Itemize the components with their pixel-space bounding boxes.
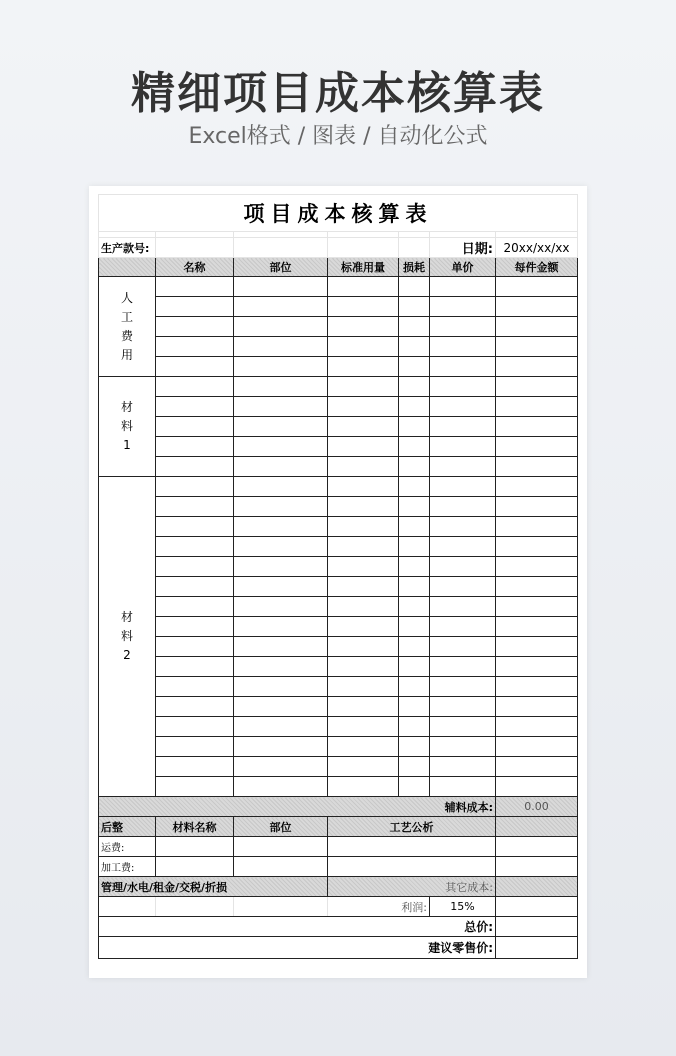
table-cell[interactable]: [234, 617, 328, 637]
table-cell[interactable]: [234, 277, 328, 297]
table-row: [99, 397, 578, 417]
aux-cost-row: [99, 797, 578, 817]
table-cell[interactable]: [328, 317, 399, 337]
table-row: [99, 317, 578, 337]
table-cell[interactable]: [156, 837, 234, 857]
table-cell[interactable]: [430, 497, 496, 517]
table-cell[interactable]: [399, 397, 430, 417]
table-cell[interactable]: [399, 437, 430, 457]
table-cell[interactable]: [156, 457, 234, 477]
table-cell[interactable]: [496, 637, 578, 657]
table-cell[interactable]: [156, 537, 234, 557]
table-cell[interactable]: [234, 597, 328, 617]
table-cell[interactable]: [328, 697, 399, 717]
table-cell[interactable]: [399, 417, 430, 437]
table-cell[interactable]: [496, 897, 578, 917]
table-cell[interactable]: [430, 317, 496, 337]
table-row: [99, 717, 578, 737]
table-cell[interactable]: [496, 857, 578, 877]
table-cell[interactable]: [156, 677, 234, 697]
retail-row: [99, 937, 578, 959]
table-cell[interactable]: [156, 717, 234, 737]
table-cell[interactable]: [234, 517, 328, 537]
table-cell[interactable]: [399, 517, 430, 537]
table-cell[interactable]: [430, 297, 496, 317]
table-cell[interactable]: [328, 657, 399, 677]
table-cell[interactable]: [399, 717, 430, 737]
table-cell[interactable]: [430, 637, 496, 657]
production-no-value[interactable]: [156, 238, 234, 258]
post-material-name: 材料名称: [156, 817, 234, 837]
table-cell[interactable]: [156, 477, 234, 497]
table-cell[interactable]: [328, 757, 399, 777]
retail-label: 建议零售价:: [99, 937, 496, 959]
table-cell[interactable]: [156, 297, 234, 317]
table-cell[interactable]: [399, 377, 430, 397]
table-cell[interactable]: [234, 377, 328, 397]
table-cell[interactable]: [399, 557, 430, 577]
table-cell[interactable]: [399, 297, 430, 317]
production-no-label: 生产款号:: [99, 238, 156, 258]
table-row: [99, 517, 578, 537]
table-cell[interactable]: [496, 777, 578, 797]
post-process: 工艺公析: [328, 817, 496, 837]
table-cell: [234, 238, 328, 258]
table-cell[interactable]: [234, 417, 328, 437]
table-cell[interactable]: [430, 437, 496, 457]
table-cell[interactable]: [430, 737, 496, 757]
table-cell[interactable]: [399, 757, 430, 777]
table-cell[interactable]: [328, 497, 399, 517]
table-cell[interactable]: [156, 377, 234, 397]
table-cell[interactable]: [328, 837, 496, 857]
table-cell: [234, 897, 328, 917]
retail-value[interactable]: [496, 937, 578, 959]
table-cell[interactable]: [234, 397, 328, 417]
table-cell[interactable]: [328, 517, 399, 537]
table-cell[interactable]: [328, 537, 399, 557]
table-row: [99, 697, 578, 717]
table-cell[interactable]: [234, 337, 328, 357]
table-row: [99, 657, 578, 677]
table-cell: [156, 897, 234, 917]
table-cell[interactable]: [430, 417, 496, 437]
table-row: [99, 597, 578, 617]
table-cell[interactable]: [328, 337, 399, 357]
table-cell: [399, 238, 430, 258]
table-cell[interactable]: [399, 277, 430, 297]
processing-fee-label: 加工费:: [99, 857, 156, 877]
table-row: [99, 357, 578, 377]
table-cell[interactable]: [430, 457, 496, 477]
table-cell[interactable]: [399, 477, 430, 497]
table-cell[interactable]: [430, 517, 496, 537]
table-cell[interactable]: [430, 397, 496, 417]
aux-cost-value[interactable]: 0.00: [496, 797, 578, 817]
table-cell[interactable]: [328, 417, 399, 437]
other-cost-label: 其它成本:: [328, 877, 496, 897]
table-cell[interactable]: [328, 857, 496, 877]
header-name: 名称: [156, 258, 234, 277]
table-cell[interactable]: [430, 677, 496, 697]
sheet-title: 项目成本核算表: [99, 195, 578, 232]
table-row: [99, 277, 578, 297]
table-cell[interactable]: [430, 717, 496, 737]
table-cell[interactable]: [399, 337, 430, 357]
table-cell[interactable]: [234, 357, 328, 377]
table-cell[interactable]: [328, 737, 399, 757]
table-cell[interactable]: [496, 437, 578, 457]
table-cell[interactable]: [156, 277, 234, 297]
table-cell[interactable]: [496, 757, 578, 777]
table-cell[interactable]: [156, 517, 234, 537]
table-cell[interactable]: [496, 617, 578, 637]
table-cell[interactable]: [234, 437, 328, 457]
table-cell[interactable]: [234, 737, 328, 757]
table-cell[interactable]: [430, 477, 496, 497]
table-cell[interactable]: [399, 497, 430, 517]
section-labor: 人 工 费 用: [99, 277, 156, 377]
table-row: [99, 437, 578, 457]
table-cell[interactable]: [496, 317, 578, 337]
table-cell[interactable]: [156, 357, 234, 377]
table-cell[interactable]: [328, 377, 399, 397]
table-cell[interactable]: [156, 397, 234, 417]
table-cell[interactable]: [399, 457, 430, 477]
table-cell[interactable]: [496, 677, 578, 697]
table-cell[interactable]: [234, 757, 328, 777]
date-value[interactable]: 20xx/xx/xx: [496, 238, 578, 258]
table-cell[interactable]: [156, 497, 234, 517]
table-cell[interactable]: [328, 457, 399, 477]
table-row: [99, 417, 578, 437]
profit-row: [99, 897, 578, 917]
overhead-row: [99, 877, 578, 897]
table-cell[interactable]: [430, 377, 496, 397]
table-cell[interactable]: [156, 577, 234, 597]
header-loss: 损耗: [399, 258, 430, 277]
total-row: [99, 917, 578, 937]
table-cell[interactable]: [496, 497, 578, 517]
freight-label: 运费:: [99, 837, 156, 857]
table-cell[interactable]: [156, 337, 234, 357]
table-cell[interactable]: [496, 297, 578, 317]
table-row: [99, 637, 578, 657]
table-cell[interactable]: [234, 477, 328, 497]
table-cell[interactable]: [496, 697, 578, 717]
table-cell[interactable]: [328, 437, 399, 457]
table-cell[interactable]: [328, 597, 399, 617]
section-material-2: 材 料 2: [99, 477, 156, 797]
table-cell[interactable]: [234, 557, 328, 577]
table-cell[interactable]: [234, 657, 328, 677]
spreadsheet-preview: [89, 186, 587, 978]
table-cell[interactable]: [496, 517, 578, 537]
table-row: [99, 737, 578, 757]
table-cell[interactable]: [430, 657, 496, 677]
page-title: 精细项目成本核算表: [131, 68, 545, 119]
table-cell[interactable]: [430, 557, 496, 577]
table-row: [99, 617, 578, 637]
table-cell[interactable]: [328, 357, 399, 377]
table-cell[interactable]: [399, 737, 430, 757]
table-cell[interactable]: [399, 617, 430, 637]
table-cell[interactable]: [328, 277, 399, 297]
table-cell[interactable]: [430, 597, 496, 617]
table-cell[interactable]: [156, 757, 234, 777]
table-row: [99, 777, 578, 797]
table-cell[interactable]: [328, 577, 399, 597]
table-cell[interactable]: [156, 657, 234, 677]
table-cell[interactable]: [399, 697, 430, 717]
profit-label: 利润:: [328, 897, 430, 917]
cost-table: [98, 194, 578, 959]
table-row: [99, 337, 578, 357]
table-cell[interactable]: [234, 297, 328, 317]
table-cell[interactable]: [156, 637, 234, 657]
table-cell[interactable]: [430, 617, 496, 637]
table-cell[interactable]: [496, 357, 578, 377]
table-cell: [496, 817, 578, 837]
table-cell[interactable]: [496, 577, 578, 597]
profit-value[interactable]: 15%: [430, 897, 496, 917]
table-cell[interactable]: [328, 397, 399, 417]
date-label: 日期:: [430, 238, 496, 258]
table-cell[interactable]: [234, 777, 328, 797]
section-material-1: 材 料 1: [99, 377, 156, 477]
table-cell[interactable]: [156, 557, 234, 577]
table-cell[interactable]: [234, 317, 328, 337]
table-cell[interactable]: [156, 317, 234, 337]
table-cell[interactable]: [430, 697, 496, 717]
table-cell[interactable]: [496, 737, 578, 757]
table-cell[interactable]: [496, 417, 578, 437]
table-cell[interactable]: [496, 277, 578, 297]
table-cell[interactable]: [234, 637, 328, 657]
table-cell: [328, 238, 399, 258]
table-cell[interactable]: [399, 677, 430, 697]
post-label: 后整: [99, 817, 156, 837]
table-cell[interactable]: [496, 397, 578, 417]
table-header-row: [99, 258, 578, 277]
post-header-row: [99, 817, 578, 837]
header-amount: 每件金额: [496, 258, 578, 277]
table-cell[interactable]: [496, 337, 578, 357]
table-cell[interactable]: [496, 377, 578, 397]
table-cell[interactable]: [328, 477, 399, 497]
header-unit-price: 单价: [430, 258, 496, 277]
table-row: [99, 297, 578, 317]
processing-fee-row: [99, 857, 578, 877]
table-cell[interactable]: [430, 277, 496, 297]
aux-cost-label: 辅料成本:: [99, 797, 496, 817]
table-cell[interactable]: [430, 337, 496, 357]
table-row: [99, 477, 578, 497]
table-cell[interactable]: [496, 837, 578, 857]
table-cell[interactable]: [328, 557, 399, 577]
table-cell[interactable]: [328, 717, 399, 737]
table-cell[interactable]: [156, 777, 234, 797]
table-cell[interactable]: [234, 717, 328, 737]
page-subtitle: Excel格式 / 图表 / 自动化公式: [188, 124, 488, 149]
table-cell[interactable]: [328, 637, 399, 657]
table-cell[interactable]: [234, 537, 328, 557]
other-cost-value[interactable]: [496, 877, 578, 897]
table-cell[interactable]: [496, 717, 578, 737]
table-cell[interactable]: [156, 857, 234, 877]
table-cell[interactable]: [399, 317, 430, 337]
table-cell[interactable]: [430, 777, 496, 797]
table-cell[interactable]: [496, 457, 578, 477]
table-cell[interactable]: [234, 577, 328, 597]
table-cell[interactable]: [328, 297, 399, 317]
table-cell[interactable]: [328, 777, 399, 797]
table-cell[interactable]: [156, 697, 234, 717]
table-row: [99, 497, 578, 517]
table-cell[interactable]: [430, 537, 496, 557]
table-cell: [99, 258, 156, 277]
table-cell[interactable]: [399, 537, 430, 557]
table-cell[interactable]: [399, 777, 430, 797]
table-row: [99, 537, 578, 557]
total-value[interactable]: [496, 917, 578, 937]
table-cell[interactable]: [234, 457, 328, 477]
overhead-label: 管理/水电/租金/交税/折损: [99, 877, 328, 897]
table-cell[interactable]: [234, 857, 328, 877]
table-cell[interactable]: [156, 597, 234, 617]
header-part: 部位: [234, 258, 328, 277]
table-cell[interactable]: [156, 437, 234, 457]
table-row: [99, 377, 578, 397]
table-cell[interactable]: [234, 497, 328, 517]
table-cell[interactable]: [234, 837, 328, 857]
table-cell[interactable]: [430, 757, 496, 777]
table-cell[interactable]: [496, 537, 578, 557]
table-row: [99, 757, 578, 777]
table-cell[interactable]: [430, 577, 496, 597]
table-cell[interactable]: [496, 557, 578, 577]
table-cell[interactable]: [328, 677, 399, 697]
total-label: 总价:: [99, 917, 496, 937]
table-cell[interactable]: [328, 617, 399, 637]
table-cell[interactable]: [399, 357, 430, 377]
header-std-usage: 标准用量: [328, 258, 399, 277]
table-cell[interactable]: [234, 677, 328, 697]
table-row: [99, 677, 578, 697]
table-cell[interactable]: [399, 597, 430, 617]
table-cell[interactable]: [156, 417, 234, 437]
table-cell[interactable]: [399, 577, 430, 597]
table-row: [99, 557, 578, 577]
table-cell[interactable]: [496, 477, 578, 497]
table-cell[interactable]: [430, 357, 496, 377]
table-cell[interactable]: [496, 597, 578, 617]
table-row: [99, 457, 578, 477]
table-cell: [99, 897, 156, 917]
table-row: [99, 577, 578, 597]
freight-row: [99, 837, 578, 857]
table-cell[interactable]: [496, 657, 578, 677]
post-part: 部位: [234, 817, 328, 837]
table-cell[interactable]: [156, 737, 234, 757]
table-cell[interactable]: [399, 657, 430, 677]
table-cell[interactable]: [156, 617, 234, 637]
table-cell[interactable]: [234, 697, 328, 717]
table-cell[interactable]: [399, 637, 430, 657]
